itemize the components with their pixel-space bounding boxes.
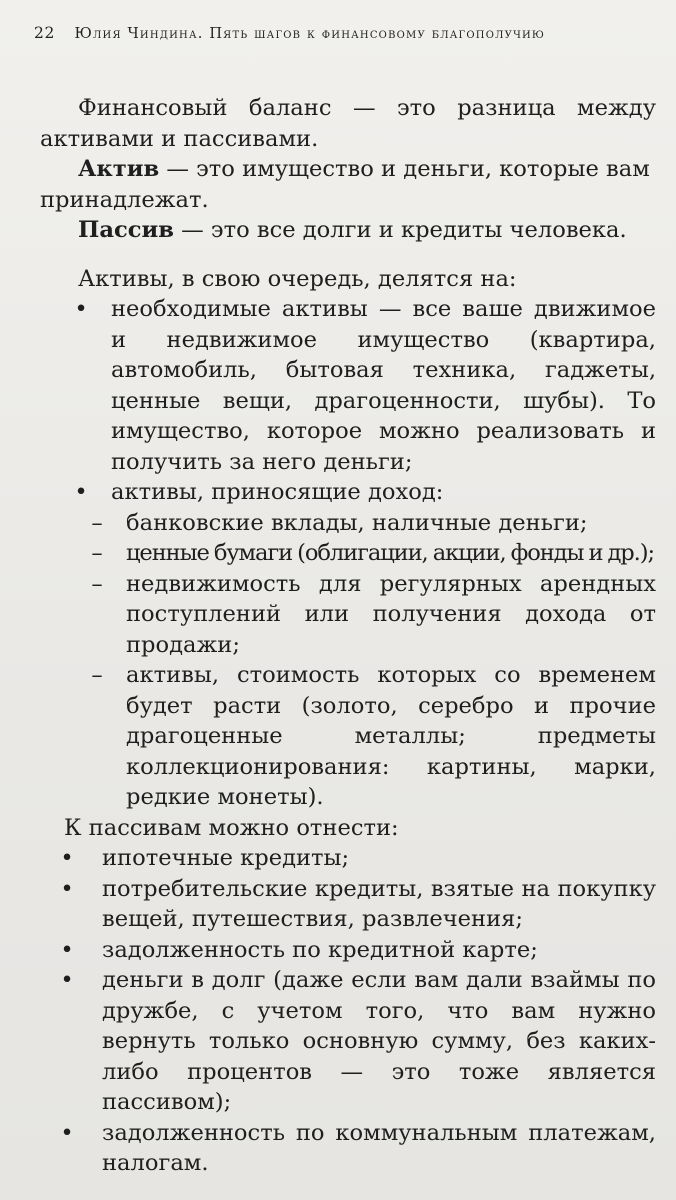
list-item [40, 935, 656, 966]
dash-marker: – [91, 662, 103, 688]
list-item [40, 569, 656, 661]
list-item-text: ипотечные кредиты; [102, 845, 350, 871]
dash-marker: – [91, 509, 103, 536]
list-item [40, 477, 656, 508]
paragraph-active [40, 154, 656, 215]
list-item [40, 660, 656, 813]
list-item-text: банковские вклады, наличные деньги; [126, 509, 588, 536]
list-item-text: задолженность по коммунальным платежам, налогам. [102, 1119, 656, 1176]
bullet-marker: • [60, 845, 74, 871]
dash-marker: – [91, 540, 103, 566]
bullet-marker: • [74, 479, 88, 505]
list-item [40, 874, 656, 935]
bullet-marker: • [60, 1119, 74, 1146]
list-item-text: потребительские кредиты, взятые на покупку вещей, путешествия, развлечения; [102, 875, 656, 932]
list-item-text: задолженность по кредитной карте; [102, 936, 538, 963]
book-title: Юлия Чиндина. Пять шагов к финансовому благополучию [74, 26, 546, 42]
running-header [34, 24, 654, 42]
bullet-marker: • [60, 967, 74, 993]
list-item [40, 843, 656, 874]
list-item-text: деньги в долг (даже если вам дали взаймы по дружбе, с учетом того, что вам нужно вернуть только основную сумму, без каких-либо процентов — это тоже является пассивом); [102, 967, 656, 1115]
paragraph-gap [40, 246, 656, 264]
bullet-marker: • [60, 936, 74, 963]
bullet-marker: • [60, 875, 74, 902]
term-passive: Пассив [78, 217, 174, 243]
term-active: Актив [78, 156, 160, 182]
assets-list [40, 294, 656, 813]
list-item-text: необходимые активы — все ваше движимое и недвижимое имущество (квартира, автомобиль, бытовая техника, гаджеты, ценные вещи, драгоценности, шубы). То имущество, которое можно реализовать и получить за него деньги; [111, 296, 656, 475]
list-item-text: недвижимость для регулярных арендных поступлений или получения дохода от продажи; [126, 570, 656, 658]
paragraph-liabilities-intro: К пассивам можно отнести: [64, 814, 399, 841]
list-item [40, 965, 656, 1118]
list-item [40, 508, 656, 539]
page-body [40, 93, 656, 1179]
paragraph-passive [40, 215, 656, 246]
list-item-text: активы, стоимость которых со временем будет расти (золото, серебро и прочие драгоценные металлы; предметы коллекционирования: картины, марки, редкие монеты). [126, 662, 656, 810]
liabilities-list [40, 843, 656, 1179]
list-item [40, 1118, 656, 1179]
list-item [40, 538, 656, 569]
definition-passive: — это все долги и кредиты человека. [173, 217, 627, 243]
paragraph-assets-intro: Активы, в свою очередь, делятся на: [78, 265, 517, 292]
definition-active: — это имущество и деньги, которые вам принадлежат. [40, 156, 650, 213]
page-number: 22 [34, 24, 55, 42]
bullet-marker: • [74, 296, 88, 322]
paragraph-balance: Финансовый баланс — это разница между активами и пассивами. [40, 95, 656, 152]
dash-marker: – [91, 570, 103, 597]
list-item-text: ценные бумаги (облигации, акции, фонды и др.); [126, 540, 654, 566]
list-item [40, 294, 656, 477]
list-item-text: активы, приносящие доход: [111, 479, 444, 505]
